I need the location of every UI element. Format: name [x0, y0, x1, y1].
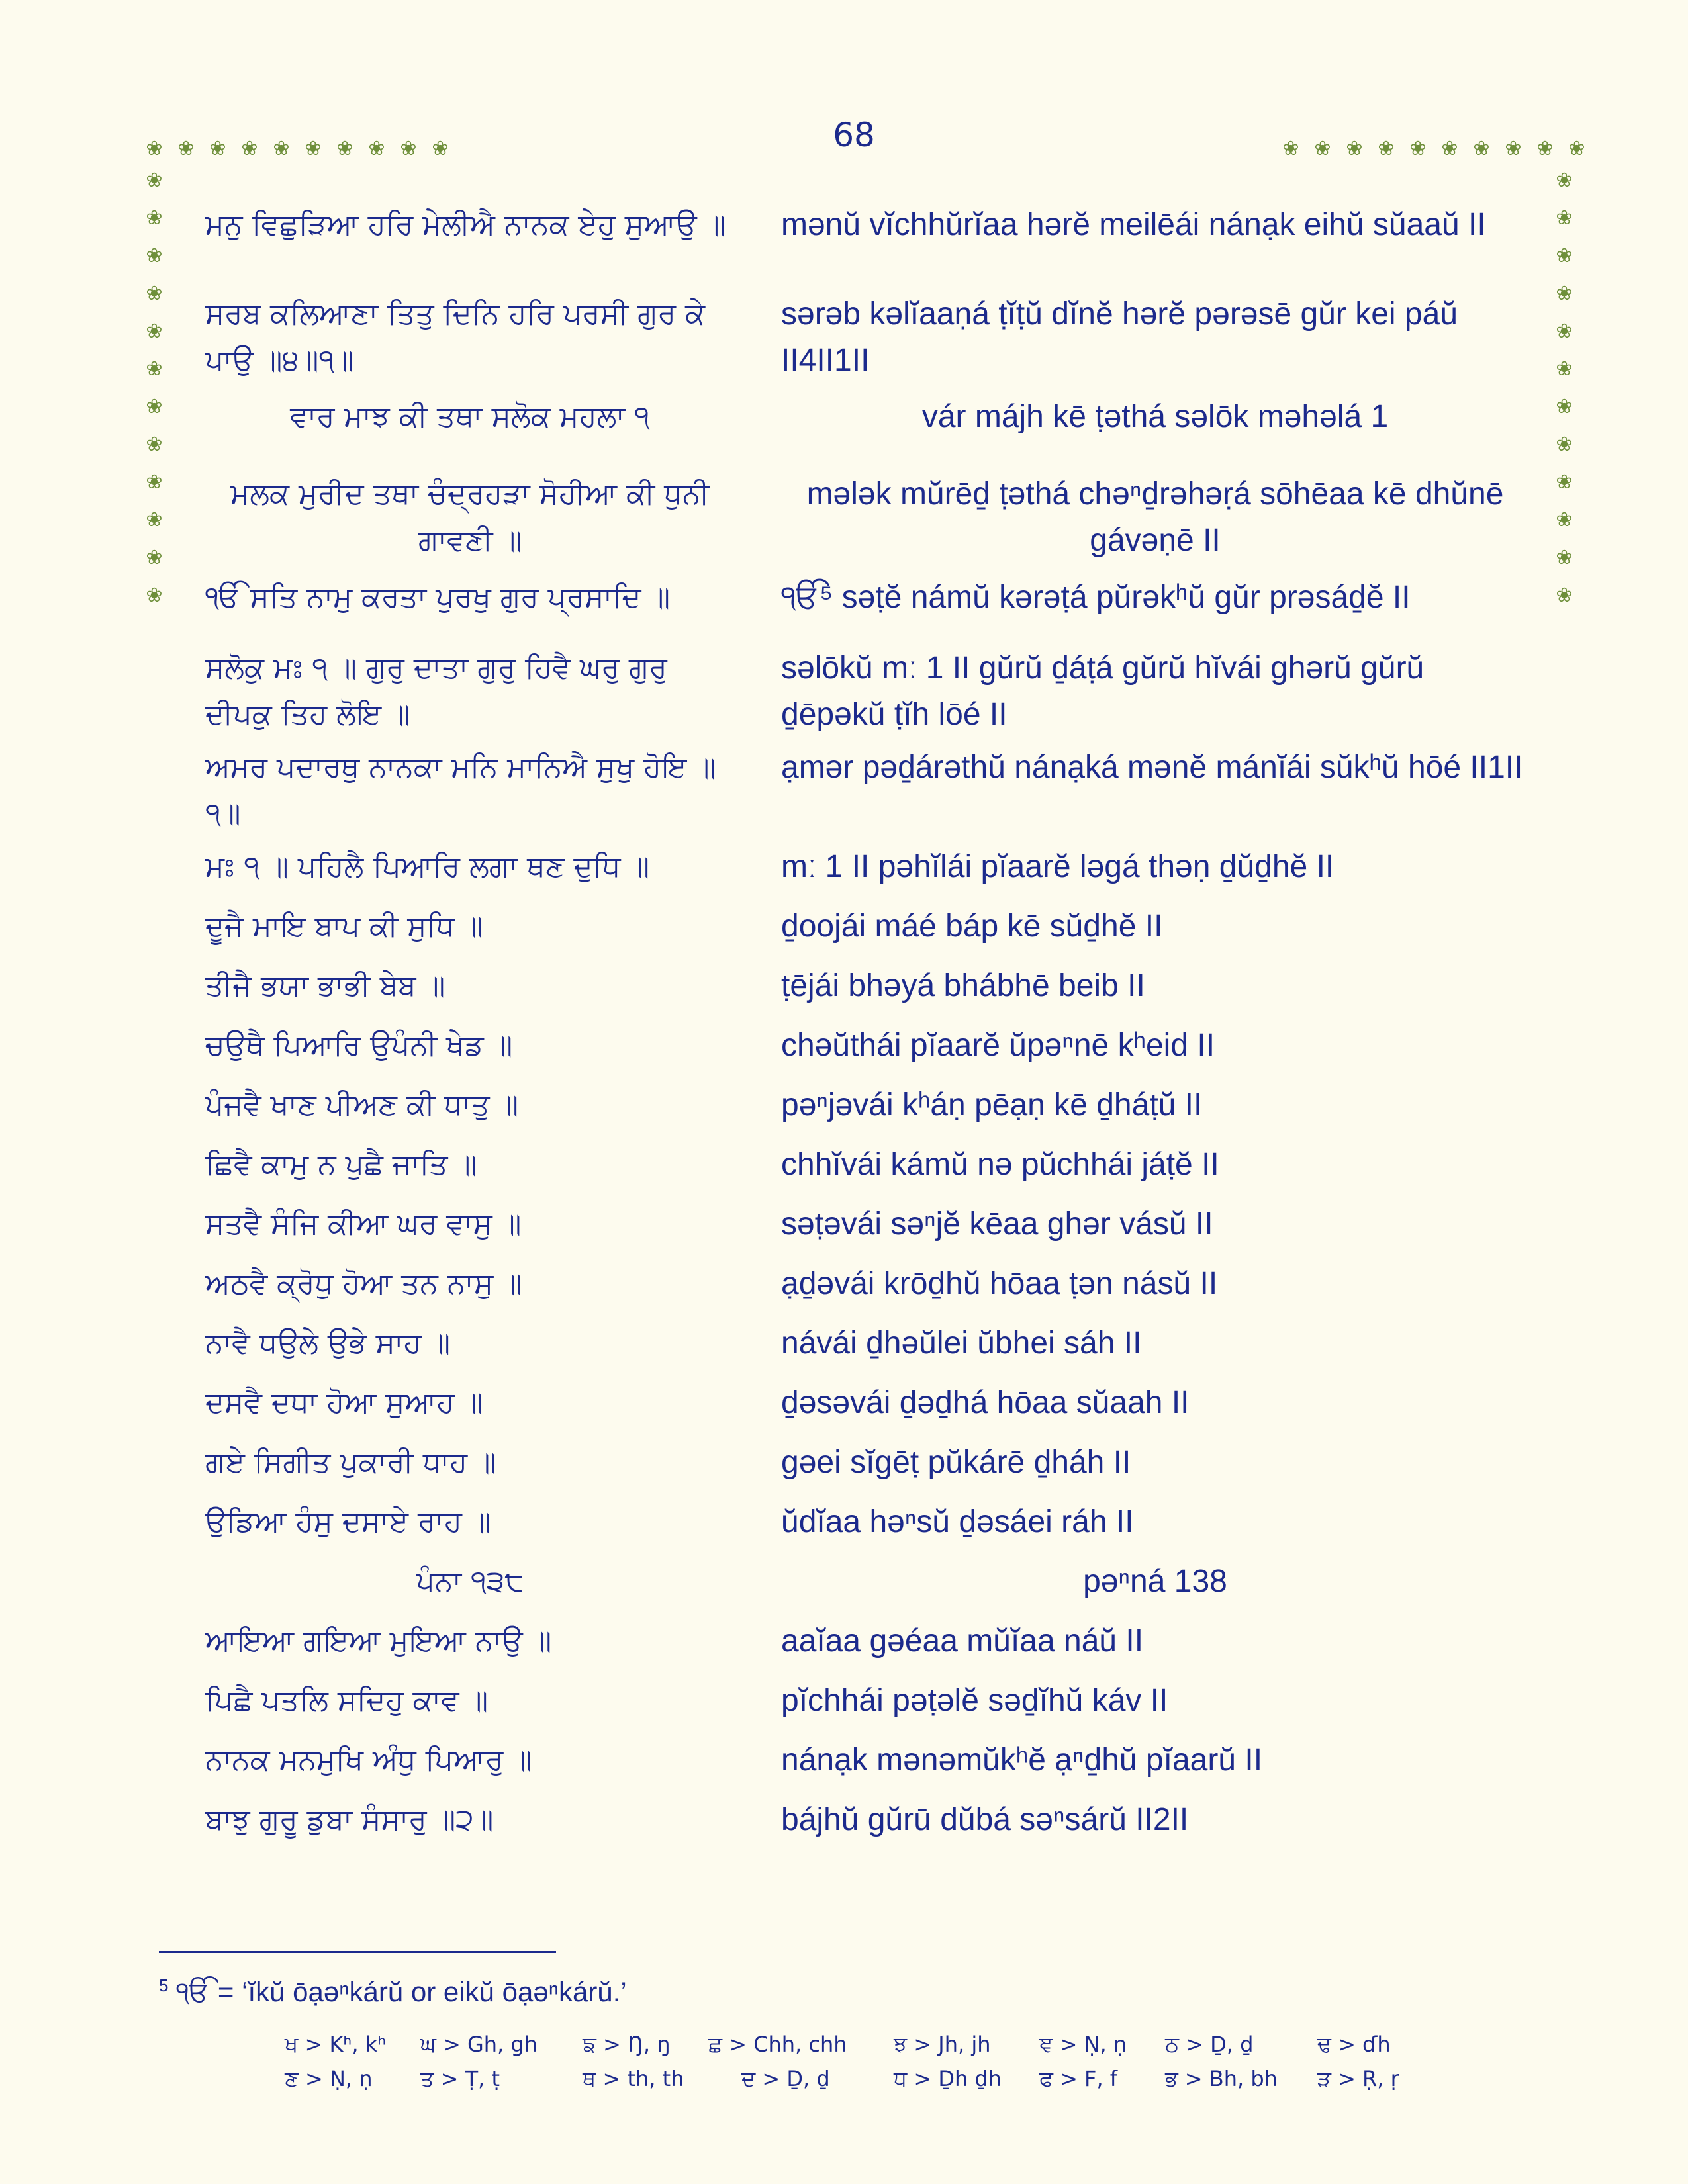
- gurmukhi-text: ਪੰਨਾ ੧੩੮: [416, 1565, 524, 1598]
- transliteration-text: chhĭvái kámŭ nə pŭchhái jáṭĕ II: [781, 1147, 1219, 1182]
- transliteration-text: mː 1 II pəhĭlái pĭaarĕ ləgá thəṇ ḏŭḏhĕ II: [781, 849, 1335, 884]
- transliteration-text: ạmər pəḏárəthŭ nánạká mənĕ mánĭái sŭkʰŭ hōé II1II: [781, 750, 1523, 785]
- legend-item: ਭ > Bh, bh: [1165, 2066, 1278, 2091]
- flower-ornament-icon: ❀: [336, 137, 353, 160]
- legend-item: ਖ > Kʰ, kʰ: [285, 2032, 387, 2057]
- gurmukhi-text: ਛਿਵੈ ਕਾਮੁ ਨ ਪੁਛੈ ਜਾਤਿ ॥: [205, 1148, 477, 1181]
- transliteration-text: vár májh kē ṭəthá səlōk məhəlá 1: [921, 399, 1389, 434]
- transliteration-text: ḏoojái máé báp kē sŭḏhĕ II: [781, 909, 1163, 944]
- flower-ornament-icon: ❀: [1314, 137, 1331, 160]
- gurmukhi-text: ਅਠਵੈ ਕ੍ਰੋਧੁ ਹੋਆ ਤਨ ਨਾਸੁ ॥: [205, 1267, 522, 1300]
- transliteration-text: pəⁿjəvái kʰáṇ pēạṇ kē ḏháṭŭ II: [781, 1087, 1203, 1122]
- ornament-left-column: [144, 171, 164, 606]
- transliteration-text: pəⁿná 138: [1083, 1564, 1227, 1599]
- gurmukhi-text: ਦਸਵੈ ਦਧਾ ਹੋਆ ਸੁਆਹ ॥: [205, 1386, 484, 1420]
- flower-ornament-icon: ❀: [146, 584, 163, 607]
- flower-ornament-icon: ❀: [241, 137, 258, 160]
- flower-ornament-icon: ❀: [146, 137, 163, 160]
- flower-ornament-icon: ❀: [1505, 137, 1522, 160]
- gurmukhi-text: ਸਤਵੈ ਸੰਜਿ ਕੀਆ ਘਰ ਵਾਸੁ ॥: [205, 1207, 522, 1241]
- flower-ornament-icon: ❀: [146, 244, 163, 267]
- flower-ornament-icon: ❀: [1409, 137, 1427, 160]
- flower-ornament-icon: ❀: [146, 320, 163, 343]
- flower-ornament-icon: ❀: [1556, 584, 1573, 607]
- gurmukhi-text: ਪੰਜਵੈ ਖਾਣ ਪੀਅਣ ਕੀ ਧਾਤੁ ॥: [205, 1088, 519, 1122]
- flower-ornament-icon: ❀: [273, 137, 290, 160]
- legend-item: ਥ > th, th: [583, 2066, 684, 2091]
- gurmukhi-text: ਦੂਜੈ ਮਾਇ ਬਾਪ ਕੀ ਸੁਧਿ ॥: [205, 909, 484, 943]
- gurmukhi-text: ਆਇਆ ਗਇਆ ਮੁਇਆ ਨਾਉ ॥: [205, 1624, 552, 1658]
- legend-item: ਫ > F, f: [1039, 2066, 1118, 2091]
- gurmukhi-text: ਨਾਵੈ ਧਉਲੇ ਉਭੇ ਸਾਹ ॥: [205, 1326, 451, 1360]
- legend-item: ਙ > Ŋ, ŋ: [583, 2032, 671, 2057]
- flower-ornament-icon: ❀: [146, 282, 163, 305]
- legend-item: ਦ > Ḏ, ḏ: [741, 2066, 830, 2091]
- transliteration-text: nánạk mənəmŭkʰĕ ạⁿḏhŭ pĭaarŭ II: [781, 1743, 1263, 1778]
- legend-item: ਝ > Jh, jh: [894, 2032, 991, 2057]
- legend-item: ਘ > Gh, gh: [420, 2032, 538, 2057]
- transliteration-text: səlōkŭ mː 1 II gŭrŭ ḏáṭá gŭrŭ hĭvái ghərŭ gŭrŭ ḏēpəkŭ ṭĭh lōé II: [781, 651, 1425, 732]
- flower-ornament-icon: ❀: [209, 137, 226, 160]
- ornament-top-left: [144, 139, 450, 159]
- flower-ornament-icon: ❀: [305, 137, 322, 160]
- flower-ornament-icon: ❀: [1556, 357, 1573, 381]
- transliteration-text: ṭējái bhəyá bhábhē beib II: [781, 968, 1145, 1003]
- flower-ornament-icon: ❀: [146, 471, 163, 494]
- flower-ornament-icon: ❀: [1568, 137, 1585, 160]
- flower-ornament-icon: ❀: [146, 357, 163, 381]
- flower-ornament-icon: ❀: [1556, 244, 1573, 267]
- transliteration-text: pĭchhái pəṭəlĕ səḏĭhŭ káv II: [781, 1683, 1168, 1718]
- legend-item: ਣ > Ṇ, ṇ: [285, 2066, 373, 2091]
- legend-item: ਞ > Ṇ, ṇ: [1039, 2032, 1127, 2057]
- flower-ornament-icon: ❀: [146, 169, 163, 192]
- ornament-top-right: [1281, 139, 1587, 159]
- legend-item: ਠ > Ḏ, ḏ: [1165, 2032, 1254, 2057]
- gurmukhi-text: ਵਾਰ ਮਾਝ ਕੀ ਤਥਾ ਸਲੋਕ ਮਹਲਾ ੧: [290, 400, 650, 433]
- flower-ornament-icon: ❀: [1282, 137, 1299, 160]
- flower-ornament-icon: ❀: [1556, 508, 1573, 531]
- flower-ornament-icon: ❀: [177, 137, 195, 160]
- flower-ornament-icon: ❀: [146, 546, 163, 569]
- flower-ornament-icon: ❀: [1556, 433, 1573, 456]
- gurmukhi-text: ਨਾਨਕ ਮਨਮੁਖਿ ਅੰਧੁ ਪਿਆਰੁ ॥: [205, 1743, 532, 1777]
- flower-ornament-icon: ❀: [368, 137, 385, 160]
- flower-ornament-icon: ❀: [400, 137, 417, 160]
- flower-ornament-icon: ❀: [1556, 395, 1573, 418]
- transliteration-text: səṭəvái səⁿjĕ kēaa ghər vásŭ II: [781, 1206, 1213, 1242]
- transliteration-text: gəei sĭgēṭ pŭkárē ḏháh II: [781, 1445, 1131, 1480]
- legend-item: ਤ > Ṭ, ṭ: [420, 2066, 500, 2091]
- flower-ornament-icon: ❀: [146, 433, 163, 456]
- gurmukhi-text: ਮਲਕ ਮੁਰੀਦ ਤਥਾ ਚੰਦ੍ਰਹੜਾ ਸੋਹੀਆ ਕੀ ਧੁਨੀ ਗਾਵਣੀ ॥: [230, 477, 710, 557]
- flower-ornament-icon: ❀: [1556, 169, 1573, 192]
- transliteration-text: mələk mŭrēḏ ṭəthá chəⁿḏrəhəṛá sōhēaa kē dhŭnē gávəṇē II: [806, 477, 1504, 558]
- flower-ornament-icon: ❀: [1556, 282, 1573, 305]
- gurmukhi-text: ਤੀਜੈ ਭਯਾ ਭਾਭੀ ਬੇਬ ॥: [205, 969, 445, 1003]
- flower-ornament-icon: ❀: [1556, 471, 1573, 494]
- transliteration-text: chəŭthái pĭaarĕ ŭpəⁿnē kʰeid II: [781, 1028, 1215, 1063]
- gurmukhi-text: ਪਿਛੈ ਪਤਲਿ ਸਦਿਹੁ ਕਾਵ ॥: [205, 1684, 489, 1717]
- footnote: [159, 1976, 627, 2009]
- gurmukhi-text: ਬਾਝੁ ਗੁਰੂ ਡੁਬਾ ਸੰਸਾਰੁ ॥੨॥: [205, 1803, 494, 1837]
- flower-ornament-icon: ❀: [1556, 320, 1573, 343]
- gurmukhi-text: ਸਰਬ ਕਲਿਆਣਾ ਤਿਤੁ ਦਿਨਿ ਹਰਿ ਪਰਸੀ ਗੁਰ ਕੇ ਪਾਉ ॥੪॥੧॥: [205, 297, 705, 377]
- transliteration-text: aaĭaa gəéaa mŭĭaa náŭ II: [781, 1623, 1144, 1659]
- flower-ornament-icon: ❀: [1441, 137, 1458, 160]
- legend-item: ਢ > ɗh: [1317, 2032, 1391, 2057]
- gurmukhi-text: ਅਮਰ ਪਦਾਰਥੁ ਨਾਨਕਾ ਮਨਿ ਮਾਨਿਐ ਸੁਖੁ ਹੋਇ ॥੧॥: [205, 751, 716, 831]
- page-number: 68: [833, 116, 875, 154]
- legend-item: ੜ > Ṛ, ṛ: [1317, 2066, 1399, 2091]
- flower-ornament-icon: ❀: [146, 395, 163, 418]
- flower-ornament-icon: ❀: [1556, 206, 1573, 230]
- transliteration-text: ạḏəvái krōḏhŭ hōaa ṭən násŭ II: [781, 1266, 1218, 1301]
- gurmukhi-text: ਗਏ ਸਿਗੀਤ ਪੁਕਾਰੀ ਧਾਹ ॥: [205, 1445, 496, 1479]
- gurmukhi-text: ਮਃ ੧ ॥ ਪਹਿਲੈ ਪਿਆਰਿ ਲਗਾ ਥਣ ਦੁਧਿ ॥: [205, 850, 650, 884]
- transliteration-text: návái ḏhəŭlei ŭbhei sáh II: [781, 1326, 1142, 1361]
- gurmukhi-text: ਉਡਿਆ ਹੰਸੁ ਦਸਾਏ ਰਾਹ ॥: [205, 1505, 491, 1539]
- flower-ornament-icon: ❀: [1346, 137, 1363, 160]
- ornament-right-column: [1554, 171, 1574, 606]
- transliteration-text: mənŭ vĭchhŭrĭaa hərĕ meilēái nánạk eihŭ sŭaaŭ II: [781, 207, 1486, 242]
- flower-ornament-icon: ❀: [1378, 137, 1395, 160]
- footnote-marker: 5: [159, 1976, 169, 1995]
- footnote-rule: [159, 1951, 556, 1953]
- gurmukhi-text: ਚਉਥੈ ਪਿਆਰਿ ਉਪੰਨੀ ਖੇਡ ॥: [205, 1028, 513, 1062]
- legend-item: ਧ > Ḏh ḏh: [894, 2066, 1002, 2091]
- transliteration-text: ੴ⁵ səṭĕ námŭ kərəṭá pŭrəkʰŭ gŭr prəsáḏĕ II: [781, 580, 1411, 615]
- flower-ornament-icon: ❀: [432, 137, 449, 160]
- flower-ornament-icon: ❀: [1556, 546, 1573, 569]
- gurmukhi-text: ਮਨੁ ਵਿਛੁੜਿਆ ਹਰਿ ਮੇਲੀਐ ਨਾਨਕ ਏਹੁ ਸੁਆਉ ॥: [205, 208, 726, 242]
- flower-ornament-icon: ❀: [1473, 137, 1490, 160]
- flower-ornament-icon: ❀: [146, 206, 163, 230]
- flower-ornament-icon: ❀: [146, 508, 163, 531]
- gurmukhi-text: ੴ ਸਤਿ ਨਾਮੁ ਕਰਤਾ ਪੁਰਖੁ ਗੁਰ ਪ੍ਰਸਾਦਿ ॥: [205, 580, 671, 614]
- transliteration-text: ḏəsəvái ḏəḏhá hōaa sŭaah II: [781, 1385, 1190, 1420]
- gurmukhi-text: ਸਲੋਕੁ ਮਃ ੧ ॥ ਗੁਰੁ ਦਾਤਾ ਗੁਰੁ ਹਿਵੈ ਘਰੁ ਗੁਰੁ ਦੀਪਕੁ ਤਿਹ ਲੋਇ ॥: [205, 651, 667, 731]
- flower-ornament-icon: ❀: [1536, 137, 1554, 160]
- transliteration-text: sərəb kəlĭaaṇá ṭĭṭŭ dĭnĕ hərĕ pərəsē gŭr kei páŭ II4II1II: [781, 296, 1458, 378]
- legend-item: ਛ > Chh, chh: [708, 2032, 847, 2057]
- transliteration-text: ŭdĭaa həⁿsŭ ḏəsáei ráh II: [781, 1504, 1134, 1539]
- transliteration-text: bájhŭ gŭrū dŭbá səⁿsárŭ II2II: [781, 1802, 1189, 1837]
- footnote-text: ੴ = ‘ĭkŭ ōạəⁿkárŭ or eikŭ ōạəⁿkárŭ.’: [176, 1976, 627, 2007]
